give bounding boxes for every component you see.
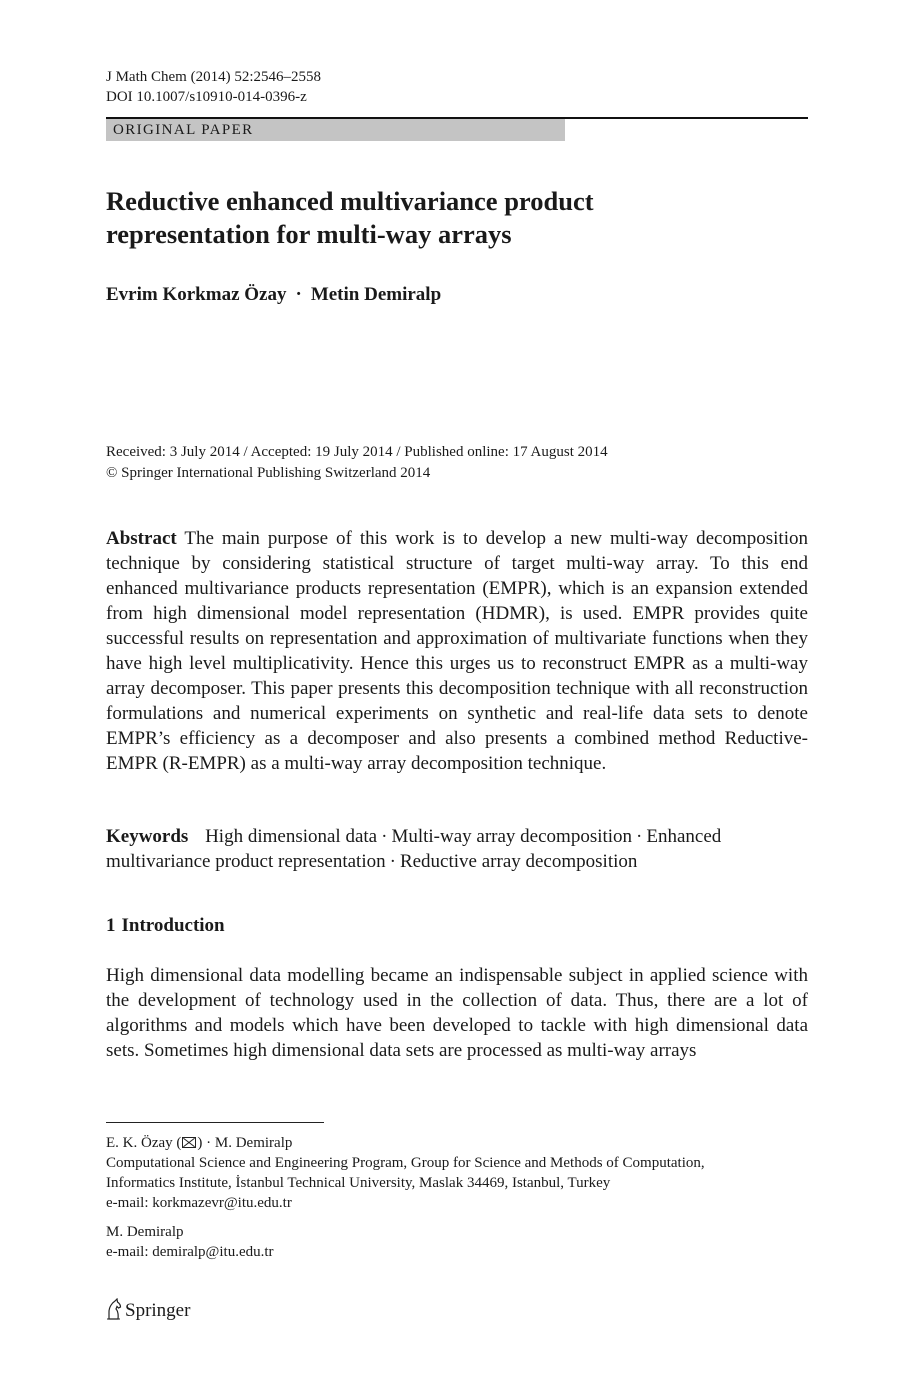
footnote-second-author	[106, 1222, 274, 1262]
article-type: ORIGINAL PAPER	[113, 122, 254, 138]
affiliation-line-1: Computational Science and Engineering Program, Group for Science and Methods of Computation,	[106, 1155, 705, 1171]
publisher-logo	[106, 1298, 190, 1322]
email-1[interactable]: e-mail: korkmazevr@itu.edu.tr	[106, 1195, 292, 1211]
keywords-label: Keywords	[106, 826, 189, 847]
abstract	[106, 526, 808, 776]
keyword-separator: ·	[636, 826, 643, 847]
copyright-line: © Springer International Publishing Switzerland 2014	[106, 465, 431, 481]
email-2[interactable]: e-mail: demiralp@itu.edu.tr	[106, 1244, 274, 1260]
footnote-author-1: E. K. Özay (	[106, 1135, 182, 1151]
doi: DOI 10.1007/s10910-014-0396-z	[106, 89, 307, 105]
envelope-icon	[182, 1137, 196, 1148]
keyword-separator: ·	[389, 851, 396, 872]
section-number: 1	[106, 915, 116, 936]
paper-page	[106, 0, 808, 1388]
author-1: Evrim Korkmaz Özay	[106, 284, 287, 305]
publication-dates	[106, 442, 608, 484]
footnote-authors	[106, 1133, 705, 1153]
footnote-affiliation	[106, 1133, 705, 1213]
section-title: Introduction	[121, 915, 225, 936]
author-2: Metin Demiralp	[310, 284, 442, 305]
keyword: Enhanced multivariance product representation	[106, 826, 722, 872]
section-heading	[106, 913, 225, 938]
footnote-author-rest: ) · M. Demiralp	[197, 1135, 293, 1151]
publisher-name: Springer	[125, 1300, 191, 1321]
abstract-text: The main purpose of this work is to develop a new multi-way decomposition technique by considering statistical structure of target multi-way array. To this end enhanced multivariance products representation (EMPR), which is an expansion extended from high dimensional model representation (HDMR), is used. EMPR provides quite successful results on representation and approximation of multivariate functions when they have high level multiplicativity. Hence this urges us to reconstruct EMPR as a multi-way array decomposer. This paper presents this decomposition technique with all reconstruction formulations and numerical experiments on synthetic and real-life data sets to denote EMPR’s efficiency as a decomposer and also presents a combined method Reductive-EMPR (R-EMPR) as a multi-way array decomposition technique.	[106, 528, 808, 774]
keyword-separator: ·	[381, 826, 388, 847]
keyword: High dimensional data	[205, 826, 378, 847]
footnote-rule	[106, 1122, 324, 1123]
paper-title	[106, 185, 594, 251]
affiliation-line-2: Informatics Institute, İstanbul Technical University, Maslak 34469, Istanbul, Turkey	[106, 1175, 611, 1191]
keywords	[106, 824, 808, 874]
keyword: Reductive array decomposition	[399, 851, 638, 872]
journal-info	[106, 67, 321, 107]
intro-paragraph: High dimensional data modelling became an indispensable subject in applied science with the development of technology used in the collection of data. Thus, there are a lot of algorithms and models which have been developed to tackle with high dimensional data sets. Sometimes high dimensional data sets are processed as multi-way arrays	[106, 965, 808, 1061]
abstract-label: Abstract	[106, 528, 177, 549]
dates-line: Received: 3 July 2014 / Accepted: 19 July 2014 / Published online: 17 August 2014	[106, 444, 608, 460]
springer-horse-icon	[106, 1298, 122, 1320]
footnote-author-2: M. Demiralp	[106, 1224, 184, 1240]
author-list	[106, 283, 441, 307]
title-line-2: representation for multi-way arrays	[106, 219, 512, 249]
journal-citation: J Math Chem (2014) 52:2546–2558	[106, 69, 321, 85]
author-separator: ·	[295, 284, 302, 305]
title-line-1: Reductive enhanced multivariance product	[106, 186, 594, 216]
keyword: Multi-way array decomposition	[391, 826, 633, 847]
